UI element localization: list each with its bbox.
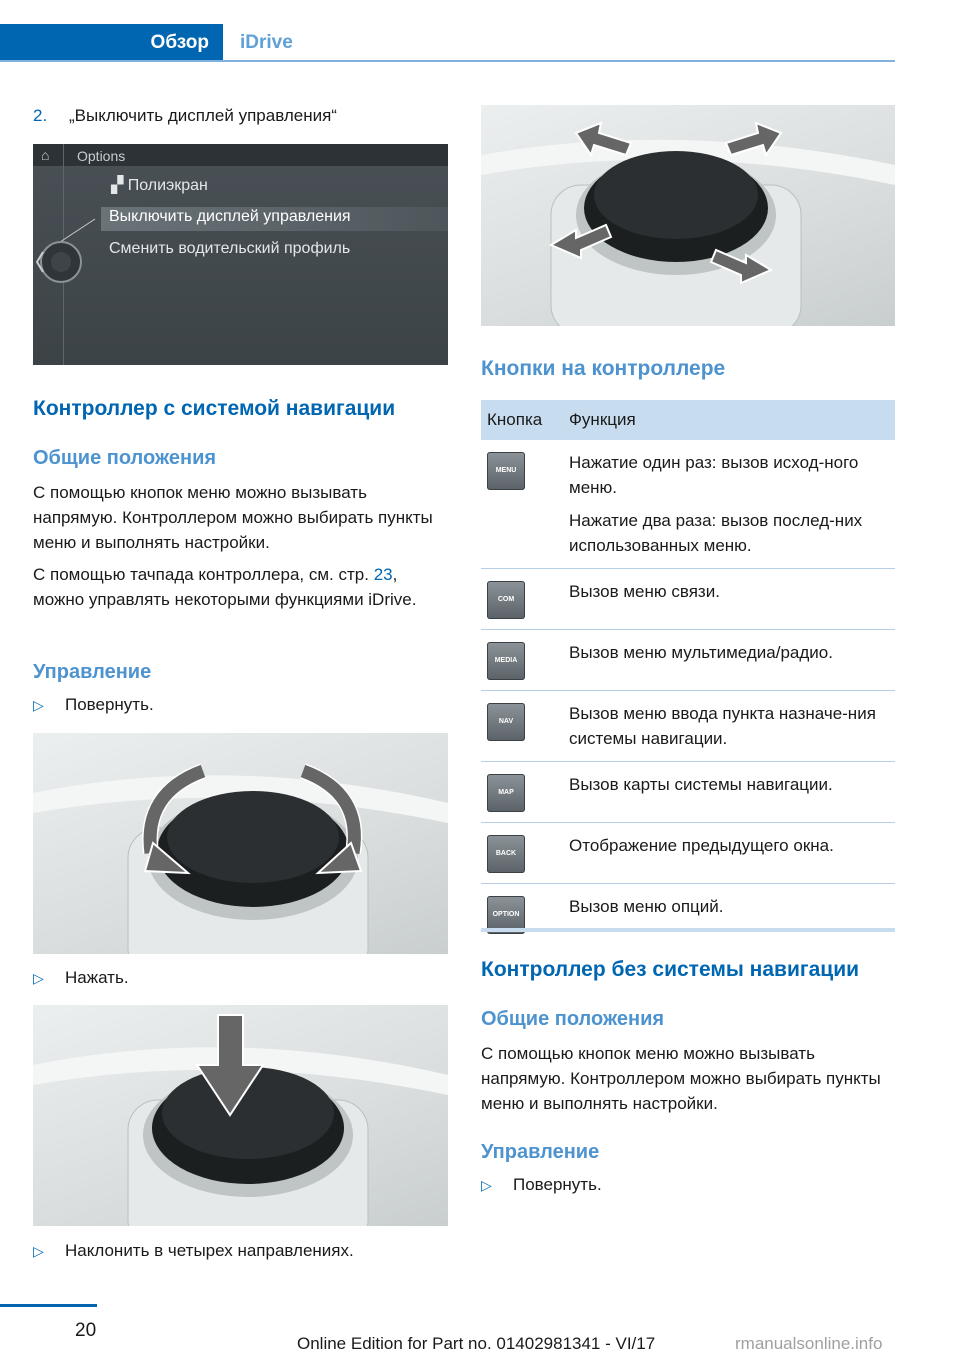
- section-heading-with-navigation: Контроллер с системой навигации: [33, 397, 396, 420]
- edition-info: Online Edition for Part no. 01402981341 - VI/17: [297, 1334, 656, 1353]
- triangle-bullet-icon: ▷: [481, 1177, 492, 1193]
- com-key-icon: COM: [487, 581, 525, 619]
- subheading-general: Общие положения: [33, 447, 217, 469]
- page-link[interactable]: 23: [373, 565, 393, 584]
- function-text: Нажатие один раз: вызов исход-ного меню.: [569, 453, 859, 497]
- table-bottom-rule: [481, 928, 895, 932]
- function-text: Вызов меню опций.: [569, 897, 724, 916]
- triangle-bullet-icon: ▷: [33, 1243, 44, 1259]
- header-divider: [0, 60, 895, 62]
- paragraph-touchpad: С помощью тачпада контроллера, см. стр. 23, можно управлять некоторыми функциями iDrive.: [33, 565, 417, 609]
- function-text: Нажатие два раза: вызов послед-них использованных меню.: [569, 511, 863, 555]
- function-text: Отображение предыдущего окна.: [563, 823, 895, 884]
- function-text: Вызов меню связи.: [563, 569, 895, 630]
- header-tabs: [0, 24, 895, 62]
- table-row: [481, 440, 895, 569]
- footer-rule: [0, 1304, 97, 1307]
- option-key-icon: OPTION: [487, 896, 525, 934]
- buttons-table: [481, 400, 895, 944]
- bullet-rotate-2: ▷ Повернуть.: [481, 1175, 602, 1194]
- tab-overview[interactable]: Обзор: [0, 24, 223, 62]
- function-text: Вызов карты системы навигации.: [563, 762, 895, 823]
- tilt-controller-illustration: [481, 105, 895, 326]
- watermark: rmanualsonline.info: [735, 1334, 883, 1353]
- table-row: [481, 823, 895, 884]
- table-row: [481, 762, 895, 823]
- screen-title: Options: [77, 148, 126, 164]
- table-row: [481, 884, 895, 945]
- nav-key-icon: NAV: [487, 703, 525, 741]
- page-number: 20: [75, 1320, 97, 1341]
- section-heading-buttons: Кнопки на контроллере: [481, 357, 726, 380]
- media-key-icon: MEDIA: [487, 642, 525, 680]
- subheading-control-2: Управление: [481, 1141, 600, 1163]
- column-header-button: Кнопка: [481, 400, 563, 440]
- bullet-press: ▷ Нажать.: [33, 968, 129, 987]
- subheading-control: Управление: [33, 661, 152, 683]
- item-text: „Выключить дисплей управления“: [69, 106, 337, 125]
- bullet-tilt: ▷ Наклонить в четырех направлениях.: [33, 1241, 354, 1260]
- triangle-bullet-icon: ▷: [33, 697, 44, 713]
- bullet-rotate: ▷ Повернуть.: [33, 695, 154, 714]
- rotate-controller-illustration: [33, 733, 448, 954]
- controller-dial-icon: [33, 144, 448, 365]
- triangle-bullet-icon: ▷: [33, 970, 44, 986]
- menu-key-icon: MENU: [487, 452, 525, 490]
- menu-option-fullscreen: ▞ Полиэкран: [111, 177, 208, 194]
- table-row: [481, 630, 895, 691]
- numbered-item-2: [33, 106, 337, 126]
- home-icon: ⌂: [41, 147, 50, 163]
- subheading-general-2: Общие положения: [481, 1008, 665, 1030]
- function-text: Вызов меню ввода пункта назначе-ния системы навигации.: [563, 691, 895, 762]
- item-number: 2.: [33, 106, 48, 125]
- press-controller-illustration: [33, 1005, 448, 1226]
- table-row: [481, 691, 895, 762]
- control-display-screenshot: [33, 144, 448, 365]
- menu-option-profile: Сменить водительский профиль: [109, 240, 351, 257]
- back-key-icon: BACK: [487, 835, 525, 873]
- paragraph-general: С помощью кнопок меню можно вызывать напрямую. Контроллером можно выбирать пункты меню и выполнять настройки.: [33, 483, 433, 552]
- tab-idrive[interactable]: iDrive: [240, 32, 293, 53]
- table-row: [481, 569, 895, 630]
- map-key-icon: MAP: [487, 774, 525, 812]
- section-heading-without-navigation: Контроллер без системы навигации: [481, 958, 860, 981]
- function-text: Вызов меню мультимедиа/радио.: [563, 630, 895, 691]
- column-header-function: Функция: [563, 400, 895, 440]
- menu-option-display-off: Выключить дисплей управления: [109, 208, 351, 225]
- paragraph-general-2: С помощью кнопок меню можно вызывать напрямую. Контроллером можно выбирать пункты меню и выполнять настройки.: [481, 1044, 881, 1113]
